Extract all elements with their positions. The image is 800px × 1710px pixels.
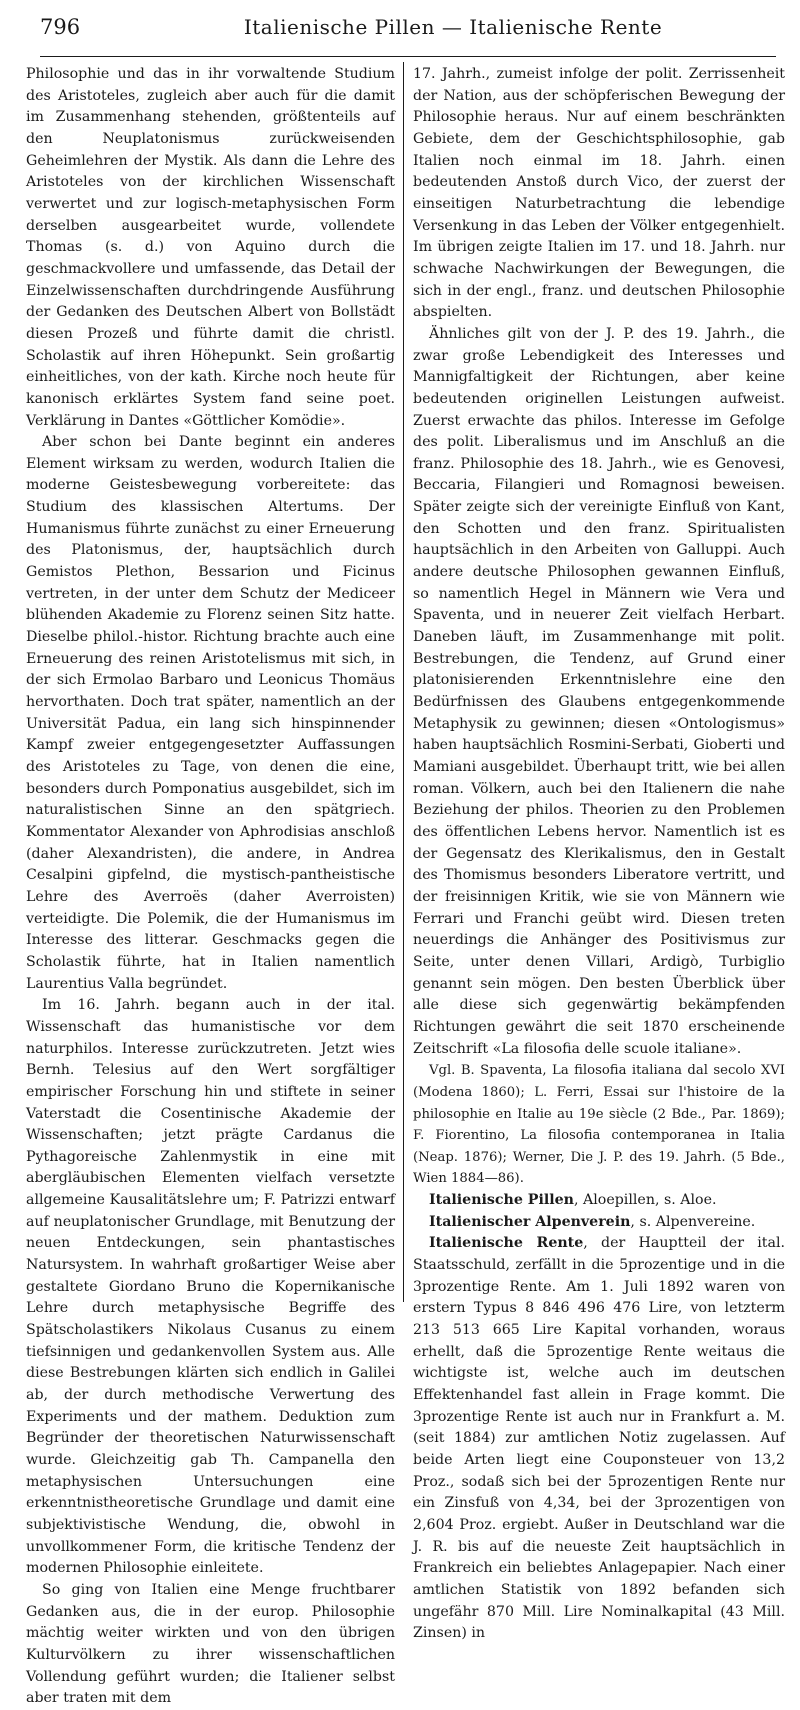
paragraph: Ähnliches gilt von der J. P. des 19. Jahrh., die zwar große Lebendigkeit des Interesses und Mannigfaltigkeit der Richtungen, aber keine bedeutenden originellen Leistungen aufweist. Zuerst erwachte das philos. Interesse im Gefolge des polit. Liberalismus und im Anschluß an die franz. Philosophie des 18. Jahrh., wie es Genovesi, Beccaria, Filangieri und Romagnosi beweisen. Später zeigte sich der vereinigte Einfluß von Kant, den Schotten und den franz. Spiritualisten hauptsächlich in den Arbeiten von Galluppi. Auch andere deutsche Philosophen gewannen Einfluß, so namentlich Hegel in Männern wie Vera und Spaventa, und in neuerer Zeit vielfach Herbart. Daneben läuft, im Zusammenhange mit polit. Bestrebungen, die Tendenz, auf Grund einer platonisierenden Erkenntnislehre eine den Bedürfnissen des Glaubens entgegenkommende Metaphysik zu gewinnen; diesen «Ontologismus» haben hauptsächlich Rosmini-Serbati, Gioberti und Mamiani ausgebildet. Überhaupt tritt, wie bei allen roman. Völkern, auch bei den Italienern die nahe Beziehung der philos. Theorien zu den Problemen des öffentlichen Lebens hervor. Namentlich ist es der Gegensatz des Klerikalismus, den in Gestalt des Thomismus besonders Liberatore vertritt, und der freisinnigen Kritik, wie sie von Männern wie Ferrari und Franchi geübt wird. Diesen treten neuerdings die Anhänger des Positivismus zur Seite, unter denen Villari, Ardigò, Turbiglio genannt sein mögen. Den besten Überblick über alle diese sich gegenwärtig bekämpfenden Richtungen gewährt die seit 1870 erscheinende Zeitschrift «La filosofia delle scuole italiane». <box>413 325 785 1057</box>
entry-text: , Aloepillen, s. Aloe. <box>573 1192 717 1209</box>
paragraph: Philosophie und das in ihr vorwaltende Studium des Aristoteles, zugleich aber auch für die damit im Zusammenhang stehenden, größtenteils auf den Neuplatonismus zurückweisenden Geheimlehren der Mystik. Als dann die Lehre des Aristoteles von der kirchlichen Wissenschaft verwertet und zur logisch-metaphysischen Form derselben ausgearbeitet wurde, vollendete Thomas (s. d.) von Aquino durch die geschmackvollere und umfassende, das Detail der Einzelwissenschaften durchdringende Ausführung der Gedanken des Deutschen Albert von Bollstädt diesen Prozeß und führte damit die christl. Scholastik auf ihren Höhepunkt. Sein großartig einheitliches, von der kath. Kirche noch heute für kanonisch erklärtes System fand seine poet. Verklärung in Dantes «Göttlicher Komödie». <box>26 66 395 429</box>
paragraph: Im 16. Jahrh. begann auch in der ital. Wissenschaft das humanistische vor dem naturphilos. Interesse zurückzutreten. Jetzt wies Bernh. Telesius auf den Wert sorgfältiger empirischer Forschung hin und stiftete in seiner Vaterstadt die Cosentinische Akademie der Wissenschaften; jetzt prägte Cardanus die Pythagoreische Zahlenmystik in eine mit abergläubischen Elementen vielfach versetzte allgemeine Kausalitätslehre um; F. Patrizzi entwarf auf neuplatonischer Grundlage, mit Benutzung der neuen Entdeckungen, sein phantastisches Natursystem. In wahrhaft großartiger Weise aber gestaltete Giordano Bruno die Kopernikanische Lehre durch metaphysische Begriffe des Spätscholastikers Nikolaus Cusanus zu einem tiefsinnigen und gedankenvollen System aus. Alle diese Bestrebungen klärten sich endlich in Galilei ab, der durch methodische Verwertung des Experiments und der mathem. Deduktion zum Begründer der theoretischen Naturwissenschaft wurde. Gleichzeitig gab Th. Campanella den metaphysischen Untersuchungen eine erkenntnistheoretische Grundlage und damit eine subjektivistische Wendung, die, obwohl in unvollkommener Form, die kritische Tendenz der modernen Philosophie einleitete. <box>26 997 395 1577</box>
bibliography: Vgl. B. Spaventa, La filosofia italiana dal secolo XVI (Modena 1860); L. Ferri, Essai sur l'histoire de la philosophie en Italie au 19e siècle (2 Bde., Par. 1869); F. Fiorentino, La filosofia contemporanea in Italia (Neap. 1876); Werner, Die J. P. des 19. Jahrh. (5 Bde., Wien 1884—86). <box>413 1063 785 1187</box>
entry-italienische-pillen <box>413 1190 785 1212</box>
left-column <box>26 64 395 1707</box>
entry-text: , der Hauptteil der ital. Staatsschuld, zerfällt in die 5prozentige und in die 3prozentige Rente. Am 1. Juli 1892 waren von erstern Typus 8 846 496 476 Lire, von letzterm 213 513 665 Lire Kapital vorhanden, woraus erhellt, daß die 5prozentige Rente weitaus die wichtigste ist, welche auch im deutschen Effektenhandel fast allein in Frage kommt. Die 3prozentige Rente ist auch nur in Frankfurt a. M. (seit 1884) zur amtlichen Notiz zugelassen. Auf beide Arten liegt eine Couponsteuer von 13,2 Proz., sodaß sich bei der 5prozentigen Rente nur ein Zinsfuß von 4,34, bei der 3prozentigen von 2,604 Proz. ergiebt. Außer in Deutschland war die J. R. bis auf die neueste Zeit hauptsächlich in Frankreich ein beliebtes Anlagepapier. Nach einer amtlichen Statistik von 1892 befanden sich ungefähr 870 Mill. Lire Nominalkapital (43 Mill. Zinsen) in <box>413 1235 785 1642</box>
paragraph: So ging von Italien eine Menge fruchtbarer Gedanken aus, die in der europ. Philosophie mächtig weiter wirkten und von den übrigen Kulturvölkern zu ihrer wissenschaftlichen Vollendung geführt wurden; die Italiener selbst aber traten mit dem <box>26 1581 395 1707</box>
paragraph: 17. Jahrh., zumeist infolge der polit. Zerrissenheit der Nation, aus der schöpferischen Bewegung der Philosophie heraus. Nur auf einem beschränkten Gebiete, dem der Geschichtsphilosophie, gab Italien noch einmal im 18. Jahrh. einen bedeutenden Anstoß durch Vico, der zuerst der einseitigen Naturbetrachtung die lebendige Versenkung in das Leben der Völker entgegenhielt. Im übrigen zeigte Italien im 17. und 18. Jahrh. nur schwache Nachwirkungen der Bewegungen, die sich in der engl., franz. und deutschen Philosophie abspielten. <box>413 66 785 321</box>
right-column <box>413 64 785 1642</box>
entry-headword: Italienische Pillen <box>429 1192 574 1209</box>
entry-headword: Italienische Rente <box>429 1235 584 1252</box>
page-header <box>40 9 776 55</box>
entry-headword: Italienischer Alpenverein <box>429 1213 631 1230</box>
column-divider <box>403 62 404 1302</box>
page-number: 796 <box>40 15 81 39</box>
entry-text: , s. Alpenvereine. <box>630 1213 756 1230</box>
entry-italienische-rente <box>413 1233 785 1644</box>
running-title: Italienische Pillen — Italienische Rente <box>243 15 663 39</box>
paragraph: Aber schon bei Dante beginnt ein anderes Element wirksam zu werden, wodurch Italien die moderne Geistesbewegung vorbereitete: das Studium des klassischen Altertums. Der Humanismus führte zunächst zu einer Erneuerung des Platonismus, der, hauptsächlich durch Gemistos Plethon, Bessarion und Ficinus vertreten, in der unter dem Schutz der Mediceer blühenden Akademie zu Florenz seinen Sitz hatte. Dieselbe philol.-histor. Richtung brachte auch eine Erneuerung des reinen Aristotelismus mit sich, in der sich Ermolao Barbaro und Leonicus Thomäus hervorthaten. Doch trat später, namentlich an der Universität Padua, ein lang sich hinspinnender Kampf zweier entgegengesetzter Auffassungen des Aristoteles zu Tage, von denen die eine, besonders durch Pomponatius ausgebildet, sich im naturalistischen Sinne an den spätgriech. Kommentator Alexander von Aphrodisias anschloß (daher Alexandristen), die andere, in Andrea Cesalpini gipfelnd, die mystisch-pantheistische Lehre des Averroës (daher Averroisten) verteidigte. Die Polemik, die der Humanismus im Interesse des litterar. Geschmacks gegen die Scholastik führte, hat in Italien namentlich Laurentius Valla begründet. <box>26 434 395 992</box>
header-rule <box>40 56 776 57</box>
entry-italienischer-alpenverein <box>413 1212 785 1234</box>
